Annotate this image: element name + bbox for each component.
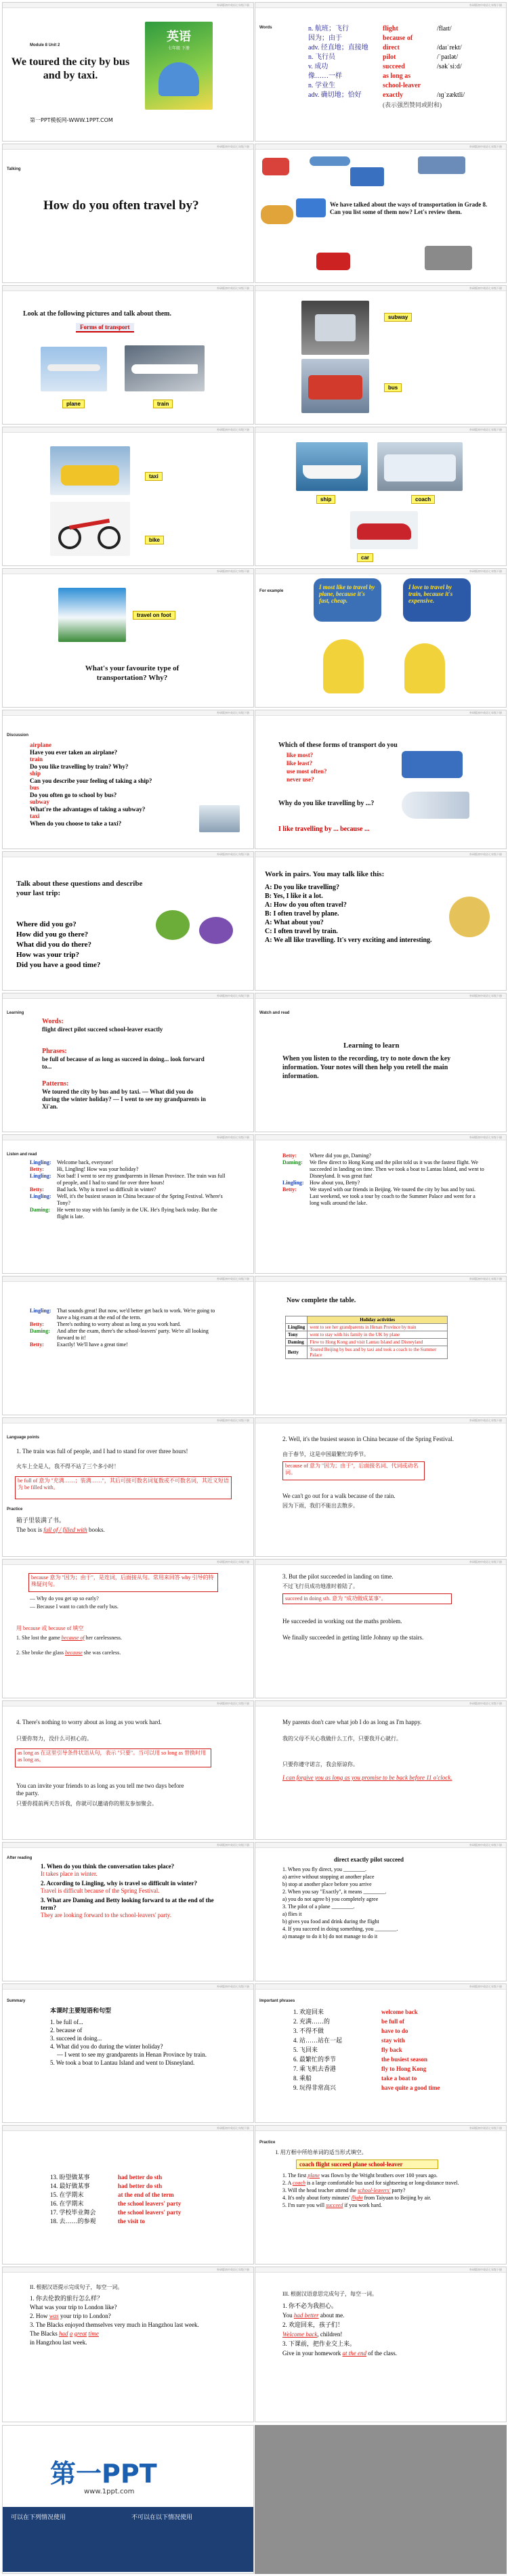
car-label: car	[357, 553, 373, 562]
point-4-note: as long as 在这里引导条件状语从句，表示 "只要"。当可以用 so long as 替换时用 as long as。	[18, 1750, 207, 1763]
book-title: 英语	[167, 30, 191, 44]
phrase-row: 16. 在学期末 the school leavers' party	[50, 2200, 182, 2207]
slide-summary	[2, 1983, 254, 2123]
slide-pair-work	[255, 851, 507, 991]
dialogue-block	[282, 1153, 486, 1207]
slide-important-phrases	[255, 1983, 507, 2123]
slide-choose-meaning	[255, 1842, 507, 1981]
slide-dialogue-1	[2, 1134, 254, 1274]
slide-pictures-2	[255, 285, 507, 425]
dialogue-line: Lingling: Not bad! I went to see my grandparents in Henan Province. The train was full of people, and I had to stand for over three hours!	[30, 1173, 226, 1186]
as-long-as-cn2: 只要你遵守诺言，我会原谅你。	[282, 1761, 358, 1767]
bus-photo	[301, 359, 369, 413]
slide-header: 外研版初中英语七年级下册	[255, 1843, 506, 1848]
phrase-row: 5. 飞回来 fly back	[293, 2046, 402, 2053]
helicopter-image	[296, 198, 326, 217]
slide-header: 外研版初中英语七年级下册	[3, 710, 253, 716]
words-list: flight direct pilot succeed school-leaver exactly	[42, 1026, 163, 1033]
word-row: 因为；由于 because of	[308, 35, 413, 42]
slide-favourite	[2, 568, 254, 708]
slide-header: 外研版初中英语七年级下册	[3, 3, 253, 8]
slide-learning	[2, 993, 254, 1132]
brand-logo: 第一PPT	[50, 2459, 157, 2489]
practice-en: The box is full of / filled with books.	[16, 1526, 105, 1533]
slide-header: 外研版初中英语七年级下册	[255, 1984, 506, 1990]
word-box: coach flight succeed plane school-leaver	[296, 2160, 438, 2169]
trip-intro: Talk about these questions and describe your last trip:	[16, 880, 143, 897]
slide-language-5	[2, 1700, 254, 1840]
complete-list: 1. 你去伦敦的旅行怎么样？ What was your trip to London like? 2. How was your trip to London? 3. The Blacks enjoyed themselves very much in Hangzhou last week. The Blacks had a great time in Hangzhou last week.	[30, 2295, 199, 2346]
phrase-list	[293, 2007, 483, 2092]
word-row: adv. 径直地；直接地 direct /daɪˈrekt/	[308, 44, 462, 51]
word-list	[308, 24, 491, 110]
table-intro: Now complete the table.	[287, 1297, 356, 1304]
slide-language-1	[2, 1417, 254, 1557]
slide-header: 外研版初中英语七年级下册	[3, 1843, 253, 1848]
section-label: Listen and read	[7, 1153, 37, 1157]
section-label: Language points	[7, 1436, 39, 1440]
slide-language-4	[255, 1559, 507, 1698]
slide-header: 外研版初中英语七年级下册	[3, 569, 253, 574]
slide-header: 外研版初中英语七年级下册	[255, 1701, 506, 1706]
practice-label: Practice	[7, 1507, 23, 1511]
why-question: Why do you like travelling by ...?	[278, 800, 375, 807]
slide-header: 外研版初中英语七年级下册	[255, 144, 506, 150]
slide-header: 外研版初中英语七年级下册	[3, 1418, 253, 1423]
as-long-as-answer: I can forgive you as long as you promise to be back before 11 o'clock.	[282, 1774, 452, 1781]
word-row: n. 飞行员 pilot /ˈpaɪlət/	[308, 53, 459, 61]
because-practice: 用 because 或 because of 填空	[16, 1625, 84, 1631]
phrase-row: 7. 乘飞机去香港 fly to Hong Kong	[293, 2065, 427, 2072]
dialogue-line: Betty: There's nothing to worry about as long as you work hard.	[30, 1321, 181, 1327]
fruit-image	[199, 917, 233, 944]
slide-pictures-4	[255, 427, 507, 566]
slide-header: 外研版初中英语七年级下册	[255, 1418, 506, 1423]
point-1-cn: 火车上全是人，我不得不站了三个多小时！	[16, 1463, 119, 1469]
brand-url[interactable]: www.1ppt.com	[84, 2488, 135, 2495]
slide-header: 外研版初中英语七年级下册	[3, 2126, 253, 2131]
children-image	[449, 897, 490, 937]
slide-header: 外研版初中英语七年级下册	[255, 852, 506, 857]
dialogue-line: Daming: And after the exam, there's the school-leavers' party. We're all looking forward to it!	[30, 1328, 209, 1341]
practice-item: 3. Will the head teacher attend the school-leavers' party?	[282, 2187, 406, 2193]
ship-photo	[296, 442, 368, 491]
word-row: v. 成功 succeed /səkˈsiːd/	[308, 63, 462, 70]
phrases-list: be full of because of as long as succeed in doing... look forward to...	[42, 1056, 205, 1070]
slide-header: 外研版初中英语七年级下册	[255, 3, 506, 8]
speech-bubble-1: I most like to travel by plane, because it's fast, cheap.	[314, 578, 381, 622]
dialogue-line: Daming: He went to stay with his family in the UK. He's flying back today. But the flight is late.	[30, 1207, 217, 1220]
brand-slide	[2, 2425, 254, 2574]
textbook-cover-image	[145, 22, 213, 110]
bike-photo	[50, 502, 130, 556]
phrase-row: 6. 最繁忙的季节 the busiest season	[293, 2056, 428, 2063]
table-row: Tony went to stay with his family in the UK by plane	[286, 1331, 448, 1339]
phrases-title: Phrases:	[42, 1048, 67, 1055]
subway-label: subway	[384, 313, 412, 322]
pair-dialogue: A: Do you like travelling? B: Yes, I like it a lot. A: How do you often travel? B: I often travel by plane. A: What about you? C: I often travel by train. A: We all like travelling. It's very exciting and interesting.	[265, 884, 432, 944]
as-long-as-ex-cn: 我的父母不关心我做什么工作，只要我开心就行。	[282, 1736, 402, 1742]
module-label: Module 8 Unit 2	[30, 43, 60, 47]
blank-slide	[255, 2425, 507, 2574]
slide-header: 外研版初中英语七年级下册	[3, 1135, 253, 1140]
table-row: Betty Toured Beijing by bus and by taxi and took a coach to the Summer Palace	[286, 1346, 448, 1359]
dialogue-line: Lingling: That sounds great! But now, we'd better get back to work. We're going to have a big exam at the end of the term.	[30, 1308, 215, 1321]
pictures-intro: Look at the following pictures and talk about them.	[23, 310, 172, 318]
slide-translate	[255, 2267, 507, 2422]
slide-dialogue-2	[255, 1134, 507, 1274]
slide-discussion	[2, 710, 254, 849]
car-photo	[350, 511, 418, 549]
slide-pictures-1	[2, 285, 254, 425]
book-subtitle: 七年级 下册	[168, 46, 190, 51]
slide-words	[255, 2, 507, 142]
practice-item: 2. A coach is a large comfortable bus used for sightseeing or long-distance travel.	[282, 2180, 459, 2186]
dialogue-line: Lingling: How about you, Betty?	[282, 1180, 360, 1186]
point-1-note: be full of 意为 "充满……；装满……"，其后可接可数名词复数或不可数名词，其近义短语为 be filled with。	[18, 1478, 229, 1490]
after-reading-list: 1. When do you think the conversation takes place? It takes place in winter. 2. According to Lingling, why is travel so difficult in winter? Travel is difficult because of the Spring Festival. 3. What are Daming and Betty looking forward to at the end of the term? They are looking forward to the school-leavers' party.	[41, 1863, 214, 1918]
slide-header: 外研版初中英语七年级下册	[3, 1276, 253, 1282]
slide-after-reading	[2, 1842, 254, 1981]
point-3: 3. But the pilot succeeded in landing on time.	[282, 1573, 394, 1580]
translate-intro: III. 根据汉语意思完成句子，每空一词。	[282, 2291, 377, 2297]
train-illustration	[402, 792, 469, 819]
slide-header: 外研版初中英语七年级下册	[3, 1984, 253, 1990]
section-label: Talking	[7, 167, 21, 171]
phrase-list	[50, 2173, 240, 2226]
table-row: Lingling went to see her grandparents in Henan Province by train	[286, 1324, 448, 1331]
plane-image	[310, 156, 350, 166]
words-title: Words:	[42, 1018, 64, 1025]
slide-header: 外研版初中英语七年级下册	[255, 710, 506, 716]
learning-text: When you listen to the recording, try to note down the key information. Your notes will then help you retell the main information.	[282, 1055, 451, 1080]
section-label: For example	[259, 589, 284, 593]
section-label: Learning	[7, 1011, 24, 1015]
point-3-ex-1: He succeeded in working out the maths problem.	[282, 1618, 402, 1625]
slide-title	[2, 2, 254, 142]
speech-bubble-2: I love to travel by train, because it's expensive.	[403, 578, 471, 622]
practice-item: 5. I'm sure you will succeed if you work hard.	[282, 2202, 382, 2208]
dialogue-line: Betty: Bad luck. Why is travel so difficult in winter?	[30, 1186, 156, 1193]
slide-complete-sentences	[2, 2267, 254, 2422]
which-question: Which of these forms of transport do you	[278, 742, 398, 749]
dialogue-line: Lingling: Welcome back, everyone!	[30, 1159, 114, 1165]
practice-cn: 箱子里装满了书。	[16, 1517, 66, 1524]
slide-phrases-2	[2, 2125, 254, 2264]
slide-header: 外研版初中英语七年级下册	[3, 1701, 253, 1706]
slide-header: 外研版初中英语七年级下册	[3, 286, 253, 291]
point-2-cn: 由于春节，这是中国最繁忙的季节。	[282, 1451, 369, 1457]
table-row: Daming Flew to Hong Kong and visit Lantau Island and Disneyland	[286, 1339, 448, 1346]
phrase-row: 14. 最好做某事 had better do sth	[50, 2183, 163, 2189]
point-3-ex-2: We finally succeeded in getting little Johnny up the stairs.	[282, 1634, 424, 1641]
dialogue-line: Daming: We flew direct to Hong Kong and the pilot told us it was the fastest flight. We succeeded in landing on time. Then we took a boat to Lantau Island, and went to Disneyland. It was great fun!	[282, 1159, 484, 1179]
slide-which-transport	[255, 710, 507, 849]
ship-image	[425, 246, 472, 270]
phrase-row: 15. 在学期末 at the end of the term	[50, 2191, 174, 2198]
slide-header: 外研版初中英语七年级下册	[3, 852, 253, 857]
trip-questions: Where did you go? How did you go there? What did you do there? How was your trip? Did you have a good time?	[16, 920, 101, 969]
point-4: 4. There's nothing to worry about as long as you work hard.	[16, 1719, 162, 1725]
car-image	[262, 158, 289, 175]
slide-header: 外研版初中英语七年级下册	[3, 144, 253, 150]
section-label: Discussion	[7, 733, 29, 737]
holiday-table: Holiday activities Lingling went to see her grandparents in Henan Province by train Tony went to stay with his family in the UK by plane Daming Flew to Hong Kong and visit Lantau Island and Disneyland Betty Toured Beijing by bus and by taxi and took a coach to the Summer Palace	[285, 1316, 448, 1359]
word-row: 像……一样 as long as	[308, 72, 411, 80]
point-2-example-cn: 因为下雨，我们不能出去散步。	[282, 1503, 358, 1509]
dialogue-line: Betty: Where did you go, Daming?	[282, 1153, 371, 1159]
phrase-row: 18. 去……的参观 the visit to	[50, 2218, 145, 2225]
summary-title: 本课时主要短语和句型	[50, 2007, 112, 2014]
plane-label: plane	[62, 400, 85, 408]
usage-denied: 不可以在以下情况使用	[131, 2514, 193, 2521]
as-long-as-ex: My parents don't care what job I do as long as I'm happy.	[282, 1719, 422, 1725]
phrase-row: 1. 欢迎回来 welcome back	[293, 2009, 418, 2015]
point-1: 1. The train was full of people, and I had to stand for over three hours!	[16, 1448, 188, 1455]
slide-header: 外研版初中英语七年级下册	[255, 2267, 506, 2273]
because-q1: 1. She lost the game because of her carelessness.	[16, 1635, 122, 1641]
phrase-row: 13. 盼望做某事 had better do sth	[50, 2174, 163, 2181]
slide-language-6	[255, 1700, 507, 1840]
practice-list	[282, 2172, 486, 2209]
point-3-note: succeed in doing sth. 意为 "成功做成某事"。	[285, 1595, 387, 1602]
favourite-question: What's your favourite type of transportation? Why?	[85, 664, 179, 682]
phrase-row: 2. 充满……的 be full of	[293, 2018, 405, 2025]
taxi-label: taxi	[145, 472, 163, 481]
dialogue-line: Lingling: Well, it's the busiest season in China because of the Spring Festival. Where's Tony?	[30, 1193, 223, 1206]
point-4-cn: 只要你努力，没什么可担心的。	[16, 1736, 92, 1742]
lesson-title: We toured the city by bus and by taxi.	[11, 56, 130, 81]
pair-intro: Work in pairs. You may talk like this:	[265, 870, 385, 878]
slide-header: 外研版初中英语七年级下册	[3, 1560, 253, 1565]
brand-footer	[3, 2507, 253, 2572]
section-label: Words	[259, 26, 272, 30]
because-q2: 2. She broke the glass because she was careless.	[16, 1650, 121, 1656]
slide-example	[255, 568, 507, 708]
bike-label: bike	[145, 536, 164, 544]
slide-talking	[2, 144, 254, 283]
point-4-ex-cn: 只要你提前两天告诉我，你就可以邀请你的朋友参加聚会。	[16, 1801, 157, 1807]
cover-illustration	[158, 62, 199, 96]
slide-review	[255, 144, 507, 283]
dialogue-line: Betty: Hi, Lingling! How was your holiday?	[30, 1166, 139, 1172]
slide-complete-table	[255, 1276, 507, 1415]
learning-title: Learning to learn	[343, 1042, 400, 1050]
complete-intro: II. 根据汉语提示完成句子，每空一词。	[30, 2284, 123, 2290]
word-row: n. 学业生 school-leaver	[308, 82, 421, 89]
slide-header: 外研版初中英语七年级下册	[255, 286, 506, 291]
because-note: because 意为 "因为；由于"，是连词，后面接从句。常用来回答 why 引导的特殊疑问句。	[31, 1574, 214, 1587]
foot-label: travel on foot	[133, 611, 175, 620]
minion-right-image	[404, 643, 445, 693]
why-answer: I like travelling by ... because ...	[278, 825, 370, 833]
review-text: We have talked about the ways of transportation in Grade 8. Can you list some of them now? Let's review them.	[330, 201, 488, 215]
bus-label: bus	[384, 383, 402, 392]
because-ex-2: — Because I want to catch the early bus.	[30, 1604, 119, 1610]
usage-allowed: 可以在下列情况使用	[11, 2514, 66, 2521]
slide-header: 外研版初中英语七年级下册	[255, 1135, 506, 1140]
patterns-title: Patterns:	[42, 1080, 69, 1088]
slide-header: 外研版初中英语七年级下册	[255, 1560, 506, 1565]
section-label: Practice	[259, 2141, 276, 2145]
slide-header: 外研版初中英语七年级下册	[3, 993, 253, 999]
slide-header: 外研版初中英语七年级下册	[255, 427, 506, 433]
plane-photo	[41, 347, 107, 391]
section-label: Watch and read	[259, 1011, 290, 1015]
slide-header: 外研版初中英语七年级下册	[255, 1276, 506, 1282]
which-options: like most? like least? use most often? never use?	[287, 752, 327, 783]
train-label: train	[153, 400, 173, 408]
word-row: adv. 确切地；恰好 exactly /ɪɡˈzæktli/	[308, 91, 465, 99]
taxi-photo	[50, 446, 130, 495]
bus-illustration	[402, 751, 463, 778]
dialogue-block	[30, 1308, 226, 1348]
slide-pictures-3	[2, 427, 254, 566]
motorbike-image	[316, 253, 350, 270]
point-2: 2. Well, it's the busiest season in China because of the Spring Festival.	[282, 1436, 454, 1442]
slide-header: 外研版初中英语七年级下册	[255, 993, 506, 999]
slide-language-3	[2, 1559, 254, 1698]
patterns-list: We toured the city by bus and by taxi. — What did you do during the winter holiday? — I went to see my grandparents in Xi'an.	[42, 1088, 206, 1110]
slide-header: 外研版初中英语七年级下册	[255, 2126, 506, 2131]
summary-list: 1. be full of... 2. because of 3. succeed in doing... 4. What did you do during the winter holiday? — I went to see my grandparents in Henan Province by train. 5. We took a boat to Lantau Island and went to Disneyland.	[50, 2019, 207, 2066]
point-4-ex: You can invite your friends to as long as you tell me two days before the party.	[16, 1782, 184, 1797]
forms-tag: Forms of transport	[76, 323, 134, 332]
practice-item: 4. It's only about forty minutes' flight from Taiyuan to Beijing by air.	[282, 2195, 431, 2201]
choice-list: 1. When you fly direct, you ________. a) arrive without stopping at another place b) stop at another place before you arrive 2. When you say "Exactly", it means ________. a) you do not agree b) you completely agree 3. The pilot of a plane ________. a) flies it b) gives you food and drink during the flight 4. If you succeed in doing something, you ________. a) manage to do it b) do not manage to do it	[282, 1866, 398, 1939]
practice-intro: I. 用方框中所给单词的适当形式填空。	[276, 2149, 367, 2155]
section-label: Important phrases	[259, 1999, 295, 2003]
walking-photo	[58, 588, 126, 642]
slide-watch-read	[255, 993, 507, 1132]
dialogue-line: Betty: We stayed with our friends in Beijing. We toured the city by bus and by taxi. Last weekend, we took a tour by coach to the Summer Palace and went for a long walk around the lake.	[282, 1186, 475, 1206]
point-3-cn: 不过飞行员成功地准时着陆了。	[282, 1583, 358, 1589]
dialogue-line: Betty: Exactly! We'll have a great time!	[30, 1341, 128, 1348]
practice-item: 1. The first plane was flown by the Wright brothers over 100 years ago.	[282, 2172, 438, 2178]
point-2-example: We can't go out for a walk because of the rain.	[282, 1493, 396, 1499]
transport-photo	[199, 805, 240, 832]
phrase-row: 9. 玩得非常高兴 have quite a good time	[293, 2084, 440, 2091]
grapes-image	[156, 910, 190, 940]
minion-left-image	[323, 639, 364, 693]
slide-header: 外研版初中英语七年级下册	[3, 2267, 253, 2273]
slide-header: 外研版初中英语七年级下册	[255, 569, 506, 574]
ship-label: ship	[316, 495, 335, 504]
coach-photo	[377, 442, 463, 491]
choice-words: direct exactly pilot succeed	[334, 1856, 404, 1863]
because-ex-1: — Why do you get up so early?	[30, 1595, 99, 1602]
phrase-row: 4. 站……站在一起 stay with	[293, 2037, 405, 2044]
subway-photo	[301, 301, 369, 355]
word-row: (表示强烈赞同或附和)	[383, 102, 442, 108]
slide-language-2	[255, 1417, 507, 1557]
slide-dialogue-3	[2, 1276, 254, 1415]
point-2-note: because of 意为 "因为；由于"，后面接名词、代词或动名词。	[285, 1463, 419, 1476]
train-photo	[125, 345, 205, 391]
talking-title: How do you often travel by?	[43, 198, 199, 213]
slide-header: 外研版初中英语七年级下册	[3, 427, 253, 433]
section-label: After reading	[7, 1856, 33, 1860]
coach-label: coach	[411, 495, 435, 504]
train-image	[418, 156, 465, 174]
dialogue-block	[30, 1159, 226, 1220]
phrase-row: 8. 乘船 take a boat to	[293, 2075, 417, 2082]
section-label: Summary	[7, 1999, 26, 2003]
phrase-row: 3. 不得不做 have to do	[293, 2027, 408, 2034]
discussion-list: airplane Have you ever taken an airplane? train Do you like travelling by train? Why? ship Can you describe your feeling of taking a ship? bus Do you often go to school by bus? subway What're the advantages of taking a subway? taxi When do you choose to take a taxi?	[30, 742, 152, 827]
translate-list: 1. 你不必为我担心。 You had better about me. 2. 欢迎回来，孩子们！ Welcome back, children! 3. 下课前，把作业交上来。 Give in your homework at the end of the class.	[282, 2302, 397, 2357]
phrase-row: 17. 学校毕业舞会 the school leavers' party	[50, 2209, 182, 2216]
slide-practice-fill	[255, 2125, 507, 2264]
bike-image	[261, 205, 293, 224]
word-row: n. 航班；飞行 flight /flaɪt/	[308, 25, 452, 33]
slide-last-trip	[2, 851, 254, 991]
bus-image	[350, 167, 384, 186]
footer-site: 第一PPT模板网-WWW.1PPT.COM	[30, 117, 113, 123]
